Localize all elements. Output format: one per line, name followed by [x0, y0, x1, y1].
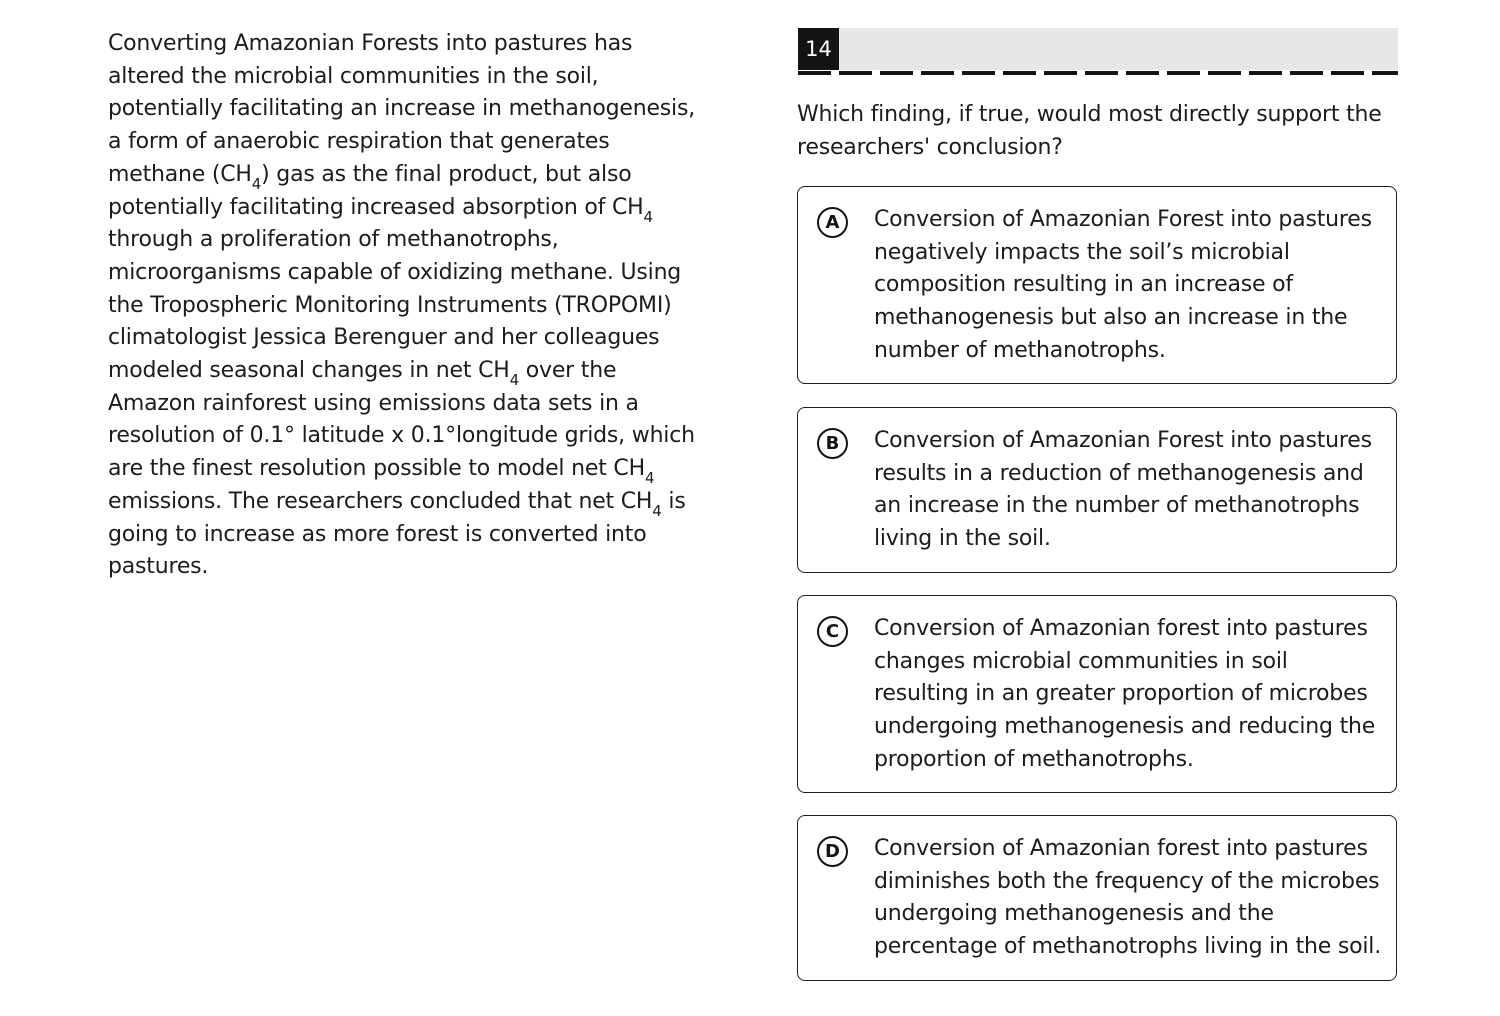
answer-choice-b[interactable] — [797, 407, 1397, 573]
choice-text: Conversion of Amazonian forest into pastures changes microbial communities in soil resulting in an greater proportion of microbes undergoing methanogenesis and reducing the proportion of methanotrophs. — [874, 616, 1376, 772]
passage-segment: over the Amazon rainforest using emissions data sets in a resolution of 0.1° latitude x 0.1°longitude grids, which are the finest resolution possible to model net CH — [108, 358, 695, 482]
subscript: 4 — [644, 469, 655, 488]
choice-text: Conversion of Amazonian Forest into pastures negatively impacts the soil’s microbial composition resulting in an increase of methanogenesis but also an increase in the number of methanotrophs. — [874, 207, 1372, 363]
question-header-bar — [798, 28, 1398, 70]
answer-choice-d[interactable] — [797, 815, 1397, 981]
passage-segment: is going to increase as more forest is converted into pastures. — [108, 488, 686, 580]
passage-text — [108, 28, 708, 584]
question-stem: Which finding, if true, would most directly support the researchers' conclusion? — [797, 102, 1382, 160]
dashed-divider — [798, 71, 1398, 75]
subscript: 4 — [509, 371, 519, 390]
answer-choice-c[interactable] — [797, 595, 1397, 793]
question-number: 14 — [798, 28, 839, 70]
subscript: 4 — [251, 174, 262, 193]
passage-segment: through a proliferation of methanotrophs, microorganisms capable of oxidizing methane. Using the Tropospheric Monitoring Instruments (TROPOMI) climatologist Jessica Berenguer and her colleagues modeled seasonal changes in net CH — [108, 227, 682, 384]
passage-segment: emissions. The researchers concluded that net CH — [108, 488, 653, 514]
passage-segment: Converting Amazonian Forests into pastures has altered the microbial communities in the soil, potentially facilitating an increase in methanogenesis, a form of anaerobic respiration that generates methane (CH — [108, 31, 696, 187]
choice-letter-badge: A — [817, 207, 848, 238]
choice-letter-badge: D — [817, 836, 848, 867]
subscript: 4 — [652, 501, 662, 520]
subscript: 4 — [643, 207, 653, 226]
choice-text: Conversion of Amazonian Forest into pastures results in a reduction of methanogenesis and an increase in the number of methanotrophs living in the soil. — [874, 428, 1372, 552]
choice-letter-badge: C — [817, 616, 848, 647]
choice-letter-badge: B — [817, 428, 848, 459]
answer-choice-a[interactable] — [797, 186, 1397, 384]
passage-segment: ) gas as the final product, but also potentially facilitating increased absorption of CH — [108, 161, 644, 220]
reading-passage — [108, 28, 708, 584]
choice-text: Conversion of Amazonian forest into pastures diminishes both the frequency of the microbes undergoing methanogenesis and the percentage of methanotrophs living in the soil. — [874, 836, 1382, 960]
